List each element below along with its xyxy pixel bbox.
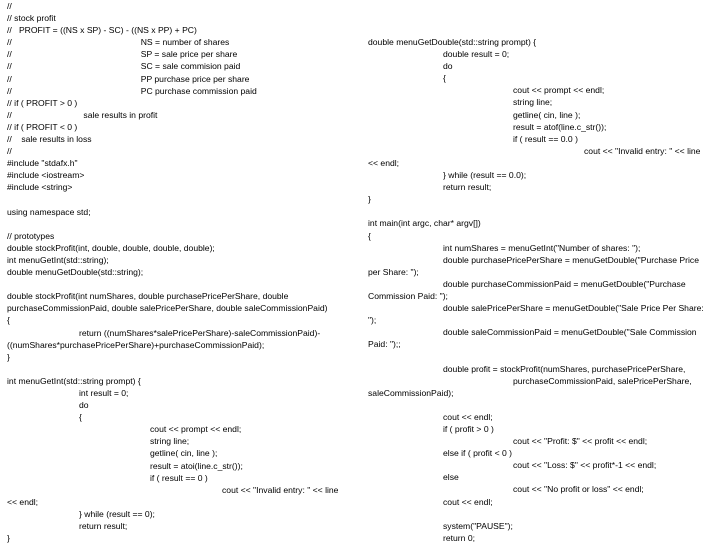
- code-line: double profit = stockProfit(numShares, purchasePricePerShare,: [443, 363, 686, 374]
- prototype-line: double stockProfit(int, double, double, double, double);: [7, 242, 215, 253]
- blank-line: [368, 399, 710, 411]
- stockprofit-return: return ((numShares*salePricePerShare)-saleCommissionPaid)-: [79, 327, 321, 338]
- code-line: system("PAUSE");: [443, 520, 513, 531]
- code-line: result = atoi(line.c_str());: [150, 460, 243, 471]
- code-line: int numShares = menuGetInt("Number of shares: ");: [443, 242, 641, 253]
- close-brace: }: [7, 351, 10, 362]
- code-line: } while (result == 0);: [79, 508, 155, 519]
- include-line: #include <iostream>: [7, 170, 85, 181]
- code-line: double saleCommissionPaid = menuGetDouble("Sale Commission: [443, 327, 697, 338]
- code-line: if ( profit > 0 ): [443, 424, 494, 434]
- code-line-wrap: per Share: ");: [368, 266, 419, 277]
- code-line: } while (result == 0.0);: [443, 170, 527, 181]
- code-line: cout << endl;: [443, 411, 493, 422]
- comment-line: // stock profit: [7, 13, 56, 24]
- comment-line: // NS = number of shares: [7, 37, 230, 48]
- code-line: double result = 0;: [443, 49, 510, 60]
- code-line-wrap: saleCommissionPaid);: [368, 387, 454, 398]
- open-brace: {: [7, 315, 10, 326]
- comment-line: // sale results in profit: [7, 109, 158, 120]
- blank-line: [7, 194, 357, 206]
- code-line: if ( result == 0.0 ): [513, 133, 578, 144]
- code-line: cout << "Invalid entry: " << line: [222, 484, 339, 495]
- open-brace: {: [79, 412, 82, 423]
- code-line: cout << prompt << endl;: [513, 85, 605, 96]
- code-line: int result = 0;: [79, 388, 129, 398]
- blank-line: [368, 350, 710, 362]
- code-line: double purchasePricePerShare = menuGetDouble("Purchase Price: [443, 254, 699, 265]
- code-line: else if ( profit < 0 ): [443, 448, 513, 459]
- blank-line: [7, 218, 357, 230]
- stockprofit-signature-cont: purchaseCommissionPaid, double salePricePerShare, double saleCommissionPaid): [7, 303, 328, 314]
- code-line: string line;: [513, 97, 553, 108]
- code-line: do: [79, 400, 89, 411]
- include-line: #include <string>: [7, 182, 73, 193]
- comment-line: //: [7, 1, 12, 11]
- code-line-wrap: << endl;: [7, 496, 39, 507]
- code-line: return result;: [79, 521, 128, 532]
- stockprofit-return-cont: ((numShares*purchasePricePerShare)+purchaseCommissionPaid);: [7, 339, 265, 350]
- menugetint-signature: int menuGetInt(std::string prompt) {: [7, 375, 141, 386]
- prototype-line: int menuGetInt(std::string);: [7, 254, 109, 265]
- code-line: result = atof(line.c_str());: [513, 121, 607, 132]
- right-code-column: [368, 36, 710, 544]
- code-line: return result;: [443, 182, 492, 193]
- code-line: return 0;: [443, 532, 476, 543]
- open-brace: {: [443, 73, 446, 84]
- left-code-column: [7, 0, 357, 544]
- code-line: cout << "Profit: $" << profit << endl;: [513, 436, 648, 447]
- code-line: double purchaseCommissionPaid = menuGetDouble("Purchase: [443, 278, 686, 289]
- comment-line: // if ( PROFIT < 0 ): [7, 121, 78, 132]
- menugetdouble-signature: double menuGetDouble(std::string prompt) {: [368, 37, 537, 47]
- comment-line: // PC purchase commission paid: [7, 85, 257, 96]
- main-signature: int main(int argc, char* argv[]): [368, 218, 481, 229]
- stockprofit-signature: double stockProfit(int numShares, double purchasePricePerShare, double: [7, 291, 289, 302]
- code-line: double salePricePerShare = menuGetDouble("Sale Price Per Share:: [443, 303, 704, 314]
- code-line: do: [443, 61, 453, 72]
- code-line: getline( cin, line );: [150, 448, 218, 459]
- blank-line: [368, 205, 710, 217]
- code-line-wrap: Paid: ");;: [368, 339, 401, 350]
- blank-line: [7, 363, 357, 375]
- comment-line: // sale results in loss: [7, 134, 92, 145]
- code-line: if ( result == 0 ): [150, 472, 208, 483]
- code-line: cout << "Invalid entry: " << line: [584, 145, 701, 156]
- comment-line: //: [7, 146, 12, 157]
- code-line: string line;: [150, 436, 190, 447]
- close-brace: }: [368, 194, 371, 205]
- code-line: cout << "No profit or loss" << endl;: [513, 484, 644, 495]
- close-brace: }: [7, 533, 10, 544]
- comment-line: // SC = sale commision paid: [7, 61, 241, 72]
- code-line-wrap: ");: [368, 315, 377, 326]
- code-line: getline( cin, line );: [513, 109, 581, 120]
- code-line: cout << endl;: [443, 496, 493, 507]
- include-line: #include "stdafx.h": [7, 158, 78, 169]
- code-line: else: [443, 472, 459, 483]
- comment-line: // SP = sale price per share: [7, 49, 238, 60]
- code-line: cout << "Loss: $" << profit*-1 << endl;: [513, 460, 657, 471]
- code-line-wrap: << endl;: [368, 157, 400, 168]
- open-brace: {: [368, 230, 371, 241]
- prototype-line: double menuGetDouble(std::string);: [7, 267, 144, 278]
- code-line: cout << prompt << endl;: [150, 424, 242, 435]
- code-line-wrap: Commission Paid: ");: [368, 290, 448, 301]
- comment-line: // PROFIT = ((NS x SP) - SC) - ((NS x PP) + PC): [7, 25, 197, 36]
- comment-line: // if ( PROFIT > 0 ): [7, 97, 78, 108]
- blank-line: [7, 278, 357, 290]
- comment-line: // PP purchase price per share: [7, 73, 250, 84]
- using-namespace-line: using namespace std;: [7, 206, 91, 217]
- prototypes-comment: // prototypes: [7, 230, 55, 241]
- blank-line: [368, 508, 710, 520]
- code-line-wrap: purchaseCommissionPaid, salePricePerShare,: [513, 375, 692, 386]
